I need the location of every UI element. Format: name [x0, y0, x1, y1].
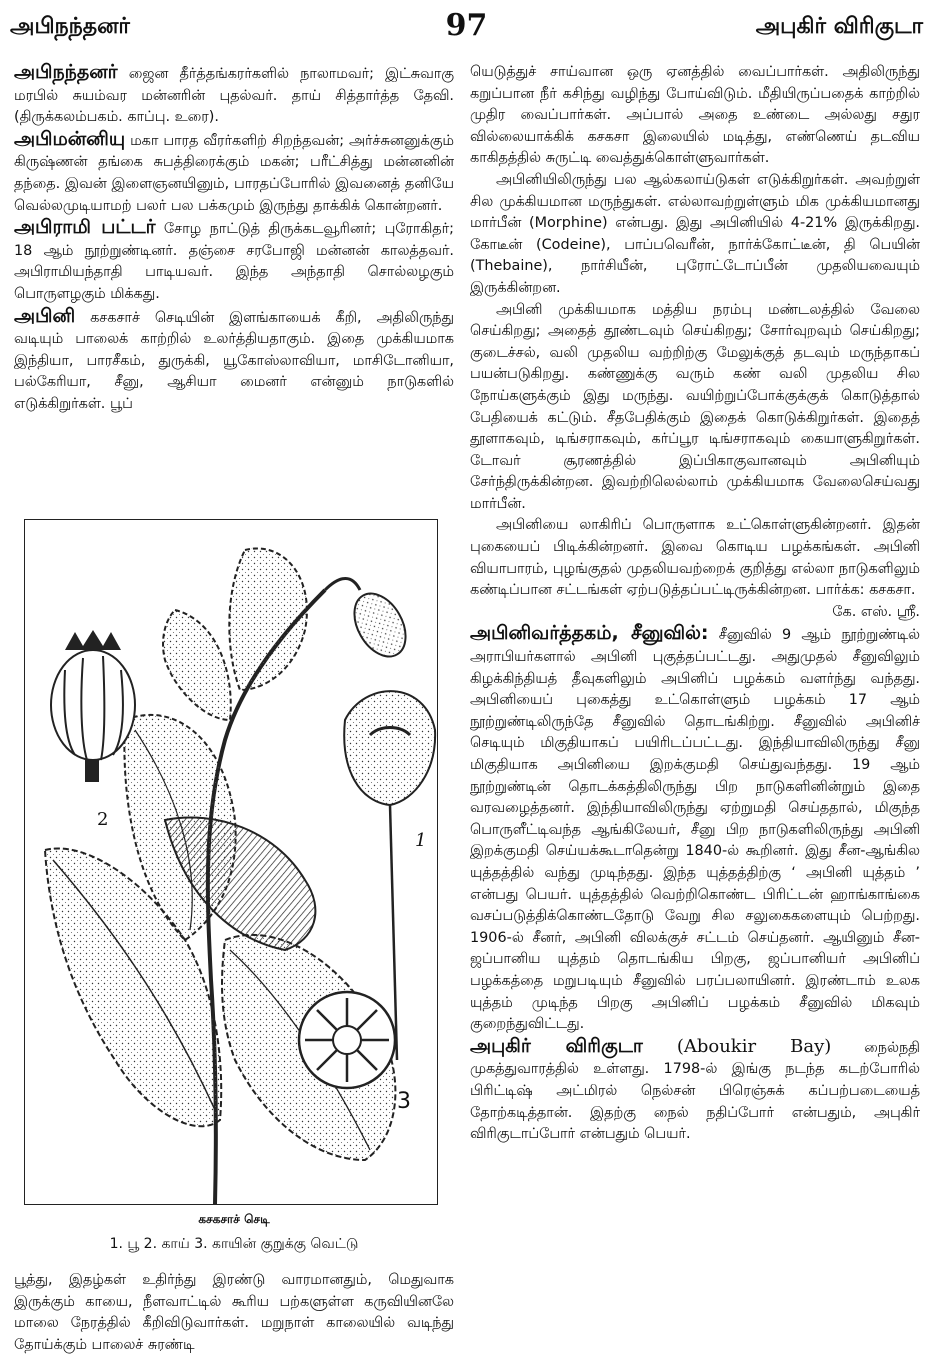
entry-abimanyu: [14, 129, 454, 217]
continued-paragraph: பூத்து, இதழ்கள் உதிர்ந்து இரண்டு வாரமானதும், மெதுவாக இருக்கும் காயை, நீளவாட்டில் கூரிய பற்களுள்ள கருவியினலே மாலை நேரத்தில் கீறிவிடுவார்கள். மறுநாள் காலையில் வடிந்து தோய்க்கும் பாலைச் சுரண்டி: [14, 1272, 454, 1353]
page-number: 97: [445, 8, 488, 43]
entry-text: கசகசாச் செடியின் இளங்காயைக் கீறி, அதிலிருந்து வடியும் பாலைக் காற்றில் உலர்த்தியதாகும். இதை முக்கியமாக இந்தியா, பாரசீகம், துருக்கி, யூகோஸ்லாவியா, மாசிடோனியா, பல்கேரியா, சீனு, ஆசியா மைனர் என்னும் நாடுகளில் எடுக்கிறுர்கள். பூப்: [14, 309, 454, 412]
figure-caption-title: கசகசாச் செடி: [198, 1212, 270, 1226]
header-right-headword: அபுகிர் விரிகுடா: [755, 14, 923, 39]
bottom-left-text: [14, 1270, 454, 1356]
paragraph-alkaloids: அபினியிலிருந்து பல ஆல்கலாய்டுகள் எடுக்கிறுர்கள். அவற்றுள் சில முக்கியமான மருந்துகள். எல்லாவற்றுள்ளும் மிக முக்கியமானது மார்பீன் (Morphine) என்பது. இது அபினியில் 4-21% இருக்கிறது. கோடீன் (Codeine), பாப்பவெரீன், நார்க்கோட்டீன், தி பெயின் (Thebaine), நார்சியீன், புரோட்டோப்பீன் முதலியவையும் இருக்கின்றன.: [470, 171, 920, 296]
entry-abinandanar: [14, 62, 454, 129]
paragraph-addiction-text: அபினியை லாகிரிப் பொருளாக உட்கொள்ளுகின்றனர். இதன் புகையைப் பிடிக்கின்றனர். இவை கொடிய பழக்கங்கள். அபினி வியாபாரம், புழங்குதல் முதலியவற்றைக் குறித்து எல்லா நாடுகளிலும் கண்டிப்பான சட்டங்கள் ஏற்படுத்தப்பட்டிருக்கின்றன. பார்க்க: கசகசா.: [470, 517, 920, 599]
entry-text: நைல்நதி முகத்துவாரத்தில் உள்ளது. 1798-ல் இங்கு நடந்த கடற்போரில் பிரிட்டிஷ் அட்மிரல் நெல்சன் பிரெஞ்சுக் கப்பற்படையைத் தோற்கடித்தான். இதற்கு நைல் நதிப்போர் என்பதும், அபுகிர் விரிகுடாப்போர் என்பதும் பெயர்.: [470, 1039, 920, 1143]
entry-text: சீனுவில் 9 ஆம் நூற்றுண்டில் அராபியர்களால் அபினி புகுத்தப்பட்டது. அதுமுதல் சீனுவிலும் கிழக்கிந்தியத் தீவுகளிலும் அபினிப் பழக்கம் வளர்ந்து வந்தது. அபினியைப் புகைத்து உட்கொள்ளும் பழக்கம் 17 ஆம் நூற்றுண்டிலிருந்தே சீனுவில் தொடங்கிற்று. சீனுவில் அபினிச் செடியும் மிகுதியாகப் பயிரிடப்பட்டது. இந்தியாவிலிருந்து சீனு மிகுதியாக அபினியை இறக்குமதி செய்துவந்தது. 19 ஆம் நூற்றுண்டின் தொடக்கத்திலிருந்து பிற நாடுகளினின்றும் இதை வரவழைத்தனர். இந்தியாவிலிருந்து ஏற்றுமதி செய்ததால், மிகுந்த பொருளீட்டிவந்த ஆங்கிலேயர், சீனு பிற நாடுகளிலிருந்து அபினி இறக்குமதி செய்யக்கூடாதென்று 1840-ல் கூறினர். இது சீன-ஆங்கில யுத்தத்தில் வந்து முடிந்தது. இந்த யுத்தத்திற்கு ‘ அபினி யுத்தம் ’ என்பது பெயர். யுத்தத்தில் வெற்றிகொண்ட பிரிட்டன் ஹாங்காங்கை வசப்படுத்திக்கொண்டதோடு வேறு சில சலுகைகளையும் பெற்றது. 1906-ல் சீனர், அபினி விலக்குச் சட்டம் செய்தனர். ஆயினும் சீன-ஜப்பானிய யுத்தம் தொடங்கிய பிறகு, ஜப்பானியர் அபினிப் பழக்கத்தை மறுபடியும் சீனுவில் பரப்பலாயினர். இரண்டாம் உலக யுத்தம் முடிந்த பிறகு அபினிப் பழக்கம் சீனுவில் மிகவும் குறைந்துவிட்டது.: [470, 627, 920, 1033]
figure-label-cross-section: 3: [397, 1089, 411, 1114]
entry-abini: [14, 306, 454, 416]
entry-opium-trade: [470, 623, 920, 1035]
poppy-plant-illustration: [24, 519, 438, 1205]
figure-label-capsule: 2: [97, 809, 109, 830]
paragraph-medical-use: அபினி முக்கியமாக மத்திய நரம்பு மண்டலத்தில் வேலை செய்கிறது; அதைத் தூண்டவும் செய்கிறது; சோர்வுறவும் செய்கிறது; குடைச்சல், வலி முதலிய வற்றிற்கு மேலுக்குத் தடவும் மருந்தாகப் பயன்படுகிறது. கண்ணுக்கு வரும் கண் வலி முதலிய சில நோய்களுக்கும் இது மருந்து. வயிற்றுப்போக்குக்குக் கொடுத்தால் பேதியைக் கட்டும். சீதபேதிக்கும் இதைக் கொடுக்கிறுர்கள். இதைத் தூளாகவும், டிங்சராகவும், கர்ப்பூர டிங்சராகவும் கையாளுகிறுர்கள். டோவர் சூரணத்தில் இப்பிகாகுவானவும் அபினியும் சேர்ந்திருக்கின்றன. இவற்றிலெல்லாம் முக்கியமாக வேலைசெய்வது மார்பீன்.: [470, 301, 920, 512]
entry-headword: அபிராமி பட்டர்: [14, 216, 156, 239]
entry-headword: அபிமன்னியு: [14, 127, 126, 150]
entry-headword: அபினிவர்த்தகம், சீனுவில்:: [470, 622, 709, 645]
entry-abirami-pattar: [14, 217, 454, 305]
entry-headword-latin: (Aboukir Bay): [642, 1035, 832, 1057]
entry-headword: அபிநந்தனர்: [14, 61, 118, 83]
left-column: [14, 62, 454, 416]
figure-label-flower: 1: [415, 830, 427, 851]
entry-text: சோழ நாட்டுத் திருக்கடவூரினர்; புரோகிதர்; 18 ஆம் நூற்றுண்டினர். தஞ்சை சரபோஜி மன்னன் காலத்தவர். அபிராமியந்தாதி பாடியவர். இந்த அந்தாதி சொல்லழகும் பொருளழகும் மிக்கது.: [14, 221, 454, 302]
paragraph-addiction: [470, 515, 920, 620]
entry-text: ஜைன தீர்த்தங்கரர்களில் நாலாமவர்; இட்சுவாகு மரபில் சுயம்வர மன்னரின் புதல்வர். தாய் சித்தார்த்த தேவி. (திருக்கலம்பகம். காப்பு. உரை).: [14, 66, 454, 126]
paragraph-processing: யெடுத்துச் சாய்வான ஒரு ஏனத்தில் வைப்பார்கள். அதிலிருந்து கறுப்பான நீர் கசிந்து வழிந்து போய்விடும். மீதியிருப்பதைக் காற்றில் முதிர வைப்பார்கள். அப்பால் அதை உண்டை அல்லது சதுர வில்லையாக்கிக் கசகசா இலையில் மடித்து, எண்ணெய் தடவிய காகிதத்தில் சுருட்டி வைத்துக்கொள்ளுவார்கள்.: [470, 64, 920, 167]
header-left-headword: அபிநந்தனர்: [10, 14, 130, 39]
right-column: [470, 62, 920, 1146]
page-header: [10, 6, 923, 50]
entry-headword: அபுகிர் விரிகுடா: [470, 1034, 643, 1057]
entry-aboukir-bay: [470, 1036, 920, 1146]
figure-caption-items: 1. பூ 2. காய் 3. காயின் குறுக்கு வெட்டு: [109, 1236, 359, 1252]
author-signature: கே. எஸ். ஸ்ரீ.: [832, 603, 920, 620]
entry-headword: அபினி: [14, 304, 76, 327]
entry-text: மகா பாரத வீரர்களிற் சிறந்தவன்; அர்ச்சுனனுக்கும் கிருஷ்ணன் தங்கை சுபத்திரைக்கும் மகன்; பரீட்சித்து மன்னனின் தந்தை. இவன் இளைஞனயினும், பாரதப்போரில் இவனைத் தனியே வெல்லமுடியாமற் பலர் பல பக்கமும் இருந்து தாக்கிக் கொன்றனர்.: [14, 132, 454, 214]
